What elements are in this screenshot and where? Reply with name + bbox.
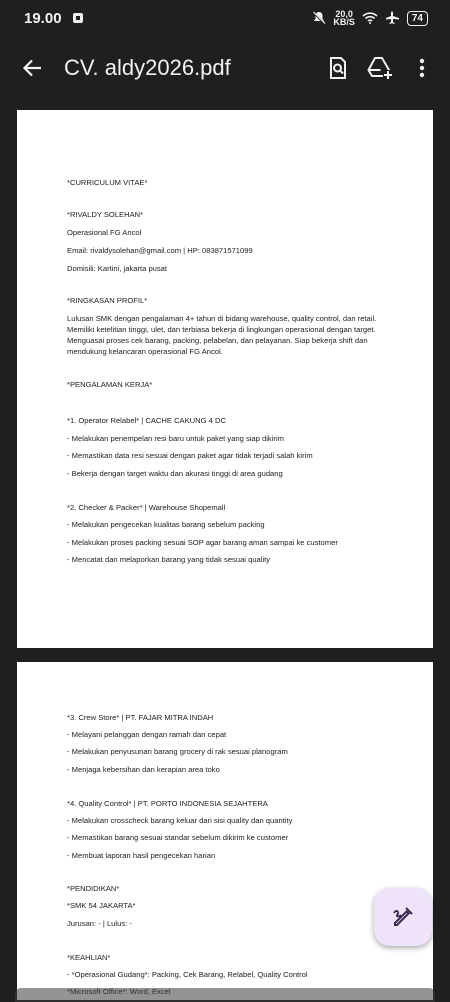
job-duty: - Melakukan crosscheck barang keluar dari sisi quality dan quantity — [67, 816, 293, 825]
app-bar — [0, 36, 450, 100]
drive-add-icon — [367, 56, 393, 80]
job-duty: - Menjaga kebersihan dan kerapian area toko — [67, 765, 220, 774]
job-duty: - Melakukan penyusunan barang grocery di rak sesuai planogram — [67, 747, 288, 756]
battery-indicator: 74 — [407, 11, 428, 26]
network-speed — [333, 10, 355, 26]
cv-contact: Email: rivaldysolehan@gmail.com | HP: 083871571099 — [67, 246, 253, 255]
bell-off-icon — [312, 11, 326, 25]
job-duty: - Bekerja dengan target waktu dan akurasi tinggi di area gudang — [67, 469, 283, 478]
more-vert-icon — [419, 58, 425, 78]
job-duty: - Memastikan barang sesuai standar sebelum dikirim ke customer — [67, 833, 289, 842]
section-heading-education: *PENDIDIKAN* — [67, 884, 120, 893]
profile-text-line: mendukung kelancaran operasional FG Ancol. — [67, 347, 223, 356]
job-title: *2. Checker & Packer* | Warehouse Shopemall — [67, 503, 226, 512]
section-heading-skills: *KEAHLIAN* — [67, 953, 111, 962]
job-duty: - Melakukan pengecekan kualitas barang sebelum packing — [67, 520, 265, 529]
cv-name: *RIVALDY SOLEHAN* — [67, 210, 144, 219]
status-bar — [0, 0, 450, 36]
search-button[interactable] — [320, 50, 356, 86]
document-title: CV. aldy2026.pdf — [64, 55, 231, 80]
annotate-button[interactable] — [374, 888, 432, 946]
job-duty: - Melayani pelanggan dengan ramah dan cepat — [67, 730, 227, 739]
profile-text-line: Memiliki ketelitian tinggi, ulet, dan terbiasa bekerja di lingkungan operasional dengan target. — [67, 325, 376, 334]
clock: 19.00 — [24, 9, 62, 27]
pdf-page-2[interactable] — [17, 662, 433, 1000]
pdf-page-1[interactable] — [17, 110, 433, 648]
profile-text-line: Menguasai proses cek barang, packing, pelabelan, dan pelayanan. Siap bekerja shift dan — [67, 336, 368, 345]
add-to-drive-button[interactable] — [362, 50, 398, 86]
school-name: *SMK 54 JAKARTA* — [67, 901, 136, 910]
job-duty: - Melakukan penempelan resi baru untuk paket yang siap dikirim — [67, 434, 284, 443]
wifi-icon — [362, 12, 378, 24]
arrow-back-icon — [21, 57, 43, 79]
job-title: *4. Quality Control* | PT. PORTO INDONESIA SEJAHTERA — [67, 799, 268, 808]
back-button[interactable] — [14, 50, 50, 86]
pen-edit-icon — [391, 905, 415, 929]
document-search-icon — [327, 56, 349, 80]
job-title: *3. Crew Store* | PT. FAJAR MITRA INDAH — [67, 713, 214, 722]
speed-unit: KB/S — [333, 17, 355, 27]
airplane-icon — [385, 11, 400, 25]
speed-value: 20,0 — [335, 9, 353, 19]
profile-text-line: Lulusan SMK dengan pengalaman 4+ tahun di bidang warehouse, quality control, dan retail. — [67, 314, 377, 323]
skill-item: - *Operasional Gudang*: Packing, Cek Barang, Relabel, Quality Control — [67, 970, 308, 979]
notification-app-icon — [72, 12, 84, 24]
job-duty: - Memastikan data resi sesuai dengan paket agar tidak terjadi salah kirim — [67, 451, 313, 460]
cv-heading: *CURRICULUM VITAE* — [67, 178, 148, 187]
job-duty: - Melakukan proses packing sesuai SOP agar barang aman sampai ke customer — [67, 538, 338, 547]
job-duty: - Mencatat dan melaporkan barang yang tidak sesuai quality — [67, 555, 271, 564]
cv-domicile: Domisili: Kartini, jakarta pusat — [67, 264, 168, 273]
job-duty: - Membuat laporan hasil pengecekan harian — [67, 851, 216, 860]
cv-position: Operasional FG Ancol — [67, 228, 142, 237]
section-heading-experience: *PENGALAMAN KERJA* — [67, 380, 153, 389]
school-major: Jurusan: - | Lulus: - — [67, 919, 132, 928]
section-heading-profile: *RINGKASAN PROFIL* — [67, 296, 148, 305]
job-title: *1. Operator Relabel* | CACHE CAKUNG 4 DC — [67, 416, 226, 425]
more-options-button[interactable] — [404, 50, 440, 86]
